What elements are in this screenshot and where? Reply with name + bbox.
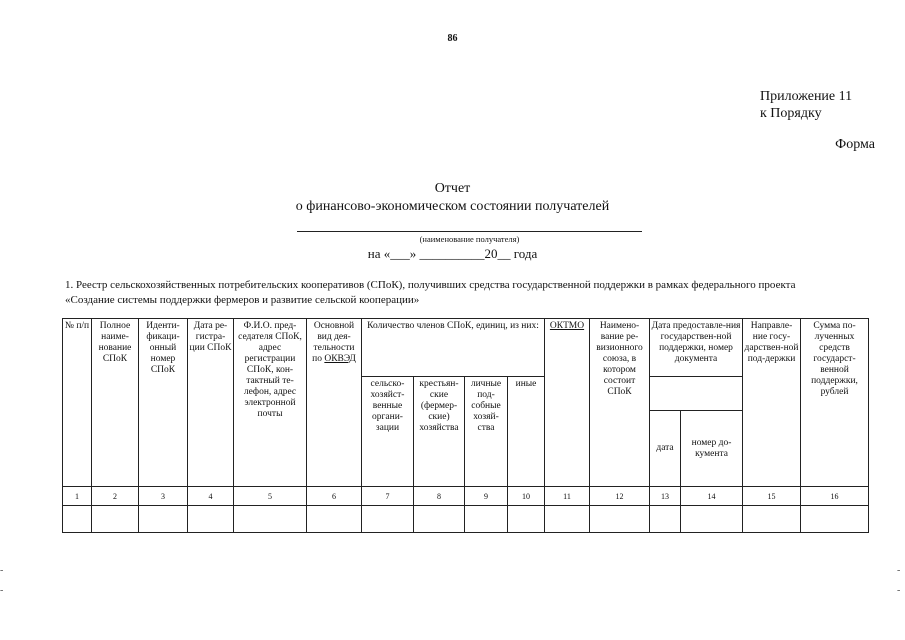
report-title [0, 180, 905, 216]
title-line-2: о финансово-экономическом состоянии получателей [295, 199, 610, 214]
table-cell[interactable] [414, 506, 465, 533]
header-oktmo [545, 319, 590, 487]
header-members-count: Количество членов СПоК, единиц, из них: [362, 319, 545, 377]
header-support-date-doc: Дата предоставле-ния государствен-ной поддержки, номер документа [650, 319, 743, 377]
column-number: 5 [234, 487, 307, 506]
table-cell[interactable] [63, 506, 92, 533]
header-agri-orgs: сельско-хозяйст-венные органи-зации [362, 377, 414, 487]
header-other: иные [508, 377, 545, 487]
header-audit-union: Наимено-вание ре-визионного союза, в котором состоит СПоК [590, 319, 650, 487]
table-cell[interactable] [590, 506, 650, 533]
column-number: 4 [188, 487, 234, 506]
table-cell[interactable] [743, 506, 801, 533]
column-number: 10 [508, 487, 545, 506]
margin-mark-right: - [897, 565, 901, 576]
header-id-number: Иденти-фикаци-онный номер СПоК [139, 319, 188, 487]
column-number: 8 [414, 487, 465, 506]
table-cell[interactable] [307, 506, 362, 533]
registry-table [62, 318, 869, 533]
column-number: 12 [590, 487, 650, 506]
column-number: 13 [650, 487, 681, 506]
column-number: 14 [681, 487, 743, 506]
form-label: Форма [835, 137, 875, 152]
table-row [63, 506, 869, 533]
header-farm-households: крестьян-ские (фермер-ские) хозяйства [414, 377, 465, 487]
header-registration-date: Дата ре-гистра-ции СПоК [188, 319, 234, 487]
table-cell[interactable] [508, 506, 545, 533]
table-cell[interactable] [188, 506, 234, 533]
table-cell[interactable] [139, 506, 188, 533]
appendix-label [760, 88, 852, 122]
column-number: 15 [743, 487, 801, 506]
section-line-2: «Создание системы поддержки фермеров и развитие сельской кооперации» [65, 294, 420, 306]
column-number: 11 [545, 487, 590, 506]
header-support-amount: Сумма по-лученных средств государст-венной поддержки, рублей [801, 319, 869, 487]
table-cell[interactable] [234, 506, 307, 533]
header-support-direction: Направле-ние госу-дарствен-ной под-держки [743, 319, 801, 487]
section-heading [65, 278, 865, 308]
header-support-spacer [650, 377, 743, 411]
appendix-line-2: к Порядку [760, 106, 822, 121]
column-number: 2 [92, 487, 139, 506]
header-number: № п/п [63, 319, 92, 487]
header-chairman-contacts: Ф.И.О. пред-седателя СПоК, адрес регистрации СПоК, кон-тактный те-лефон, адрес электронной почты [234, 319, 307, 487]
header-main-activity-text: Основной вид дея-тельности по [312, 321, 355, 364]
header-doc-number: номер до-кумента [681, 411, 743, 487]
section-line-1: 1. Реестр сельскохозяйственных потребительских кооперативов (СПоК), получивших средства государственной поддержки в рамках федерального проекта [65, 279, 796, 291]
table-cell[interactable] [650, 506, 681, 533]
margin-mark-left: - [0, 565, 4, 576]
table-cell[interactable] [545, 506, 590, 533]
table-cell[interactable] [465, 506, 508, 533]
appendix-line-1: Приложение 11 [760, 89, 853, 104]
recipient-caption: (наименование получателя) [419, 234, 520, 244]
table-cell[interactable] [92, 506, 139, 533]
column-number: 16 [801, 487, 869, 506]
report-date-line: на «___» __________20__ года [367, 246, 538, 261]
recipient-name-line [297, 231, 642, 232]
column-numbers-row [63, 487, 869, 506]
header-full-name: Полное наиме-нование СПоК [92, 319, 139, 487]
margin-mark-left: - [0, 585, 4, 596]
oktmo-link[interactable]: ОКТМО [549, 321, 585, 331]
title-line-1: Отчет [434, 181, 471, 196]
column-number: 3 [139, 487, 188, 506]
header-date: дата [650, 411, 681, 487]
column-number: 1 [63, 487, 92, 506]
header-personal-plots: личные под-собные хозяй-ства [465, 377, 508, 487]
column-number: 7 [362, 487, 414, 506]
okved-link[interactable]: ОКВЭД [324, 354, 356, 364]
table-cell[interactable] [801, 506, 869, 533]
table-cell[interactable] [681, 506, 743, 533]
header-main-activity [307, 319, 362, 487]
column-number: 6 [307, 487, 362, 506]
table-cell[interactable] [362, 506, 414, 533]
column-number: 9 [465, 487, 508, 506]
page-number: 86 [447, 33, 458, 44]
margin-mark-right: - [897, 585, 901, 596]
